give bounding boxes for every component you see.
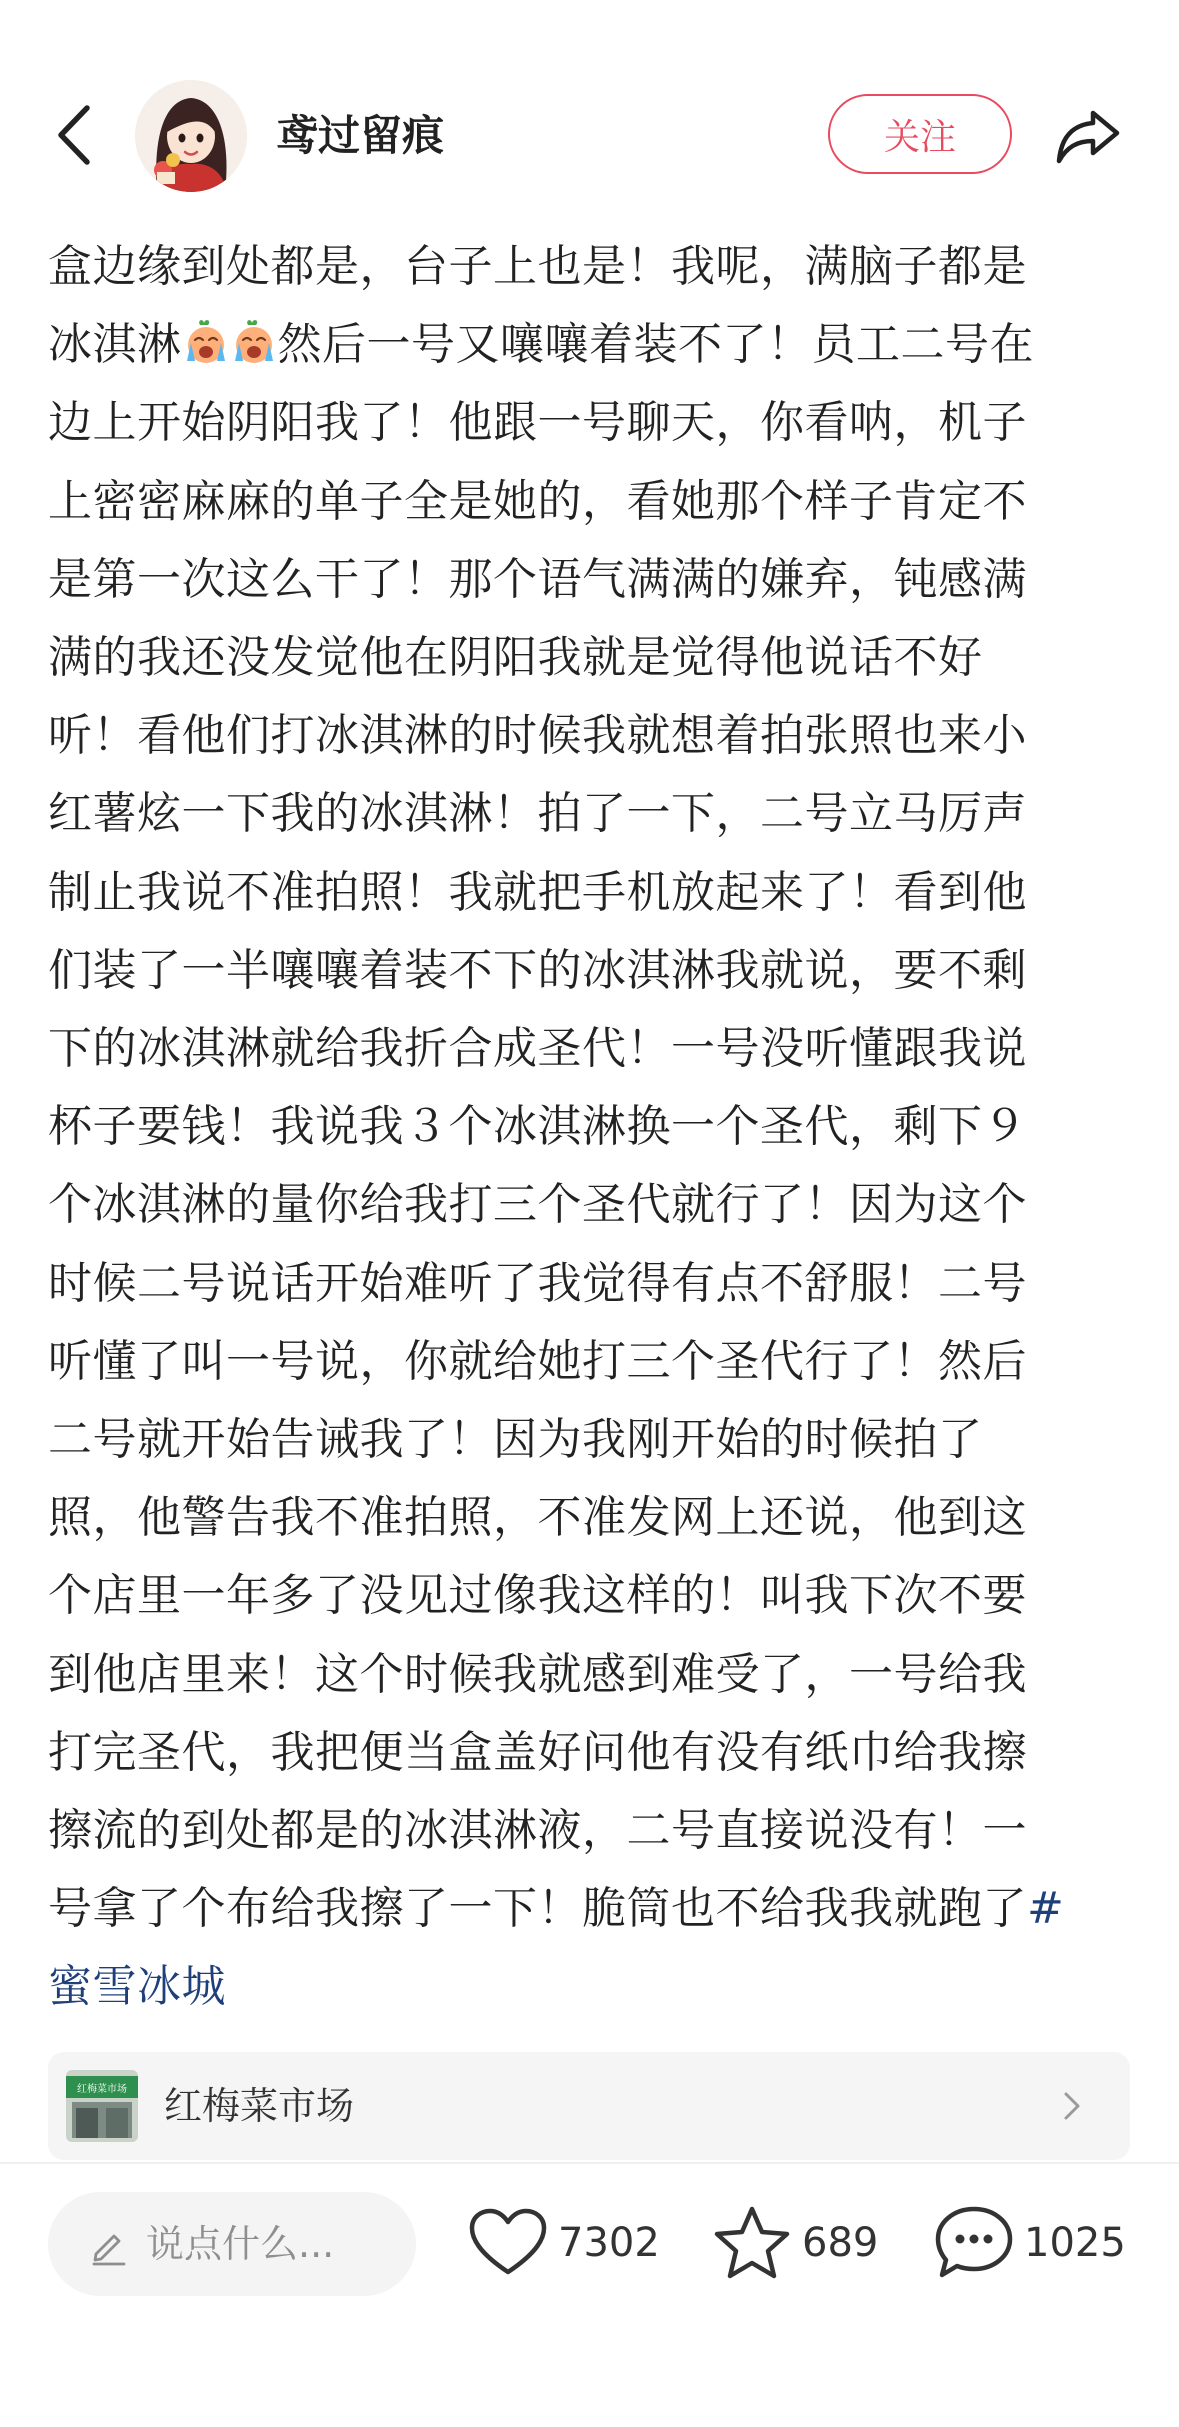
hashtag-topic-link[interactable]: 蜜雪冰城 — [48, 1961, 226, 2013]
crying-face-emoji-icon — [183, 319, 229, 365]
content-line: 下的冰淇淋就给我折合成圣代！一号没听懂跟我说 — [48, 1023, 1027, 1075]
pencil-icon — [88, 2224, 130, 2266]
chevron-right-icon — [1050, 2084, 1094, 2128]
collect-button[interactable] — [712, 2198, 878, 2288]
avatar[interactable] — [135, 80, 247, 192]
content-line: 盒边缘到处都是，台子上也是！我呢，满脑子都是 — [48, 241, 1027, 292]
share-button[interactable] — [1050, 98, 1126, 174]
crying-face-emoji-icon — [231, 319, 277, 365]
like-count: 7302 — [558, 2220, 660, 2266]
content-line-rest: 然后一号又嚷嚷着装不了！员工二号在 — [277, 319, 1034, 371]
content-line: 打完圣代，我把便当盒盖好问他有没有纸巾给我擦 — [48, 1726, 1027, 1778]
content-line: 个冰淇淋的量你给我打三个圣代就行了！因为这个 — [48, 1179, 1027, 1231]
comment-count: 1025 — [1024, 2220, 1126, 2266]
location-thumbnail — [66, 2070, 138, 2142]
content-line: 个店里一年多了没见过像我这样的！叫我下次不要 — [48, 1570, 1027, 1622]
hashtag-mark[interactable]: # — [1027, 1883, 1065, 1935]
content-line — [48, 306, 1138, 384]
location-name: 红梅菜市场 — [164, 2084, 355, 2128]
content-line: 到他店里来！这个时候我就感到难受了，一号给我 — [48, 1648, 1027, 1700]
content-line-text: 号拿了个布给我擦了一下！脆筒也不给我我就跑了 — [48, 1883, 1027, 1935]
note-content — [48, 228, 1138, 2027]
comment-input[interactable] — [48, 2192, 416, 2296]
content-line: 杯子要钱！我说我３个冰淇淋换一个圣代，剩下９ — [48, 1101, 1027, 1153]
content-line: 边上开始阴阳我了！他跟一号聊天，你看呐，机子 — [48, 397, 1027, 449]
content-line: 红薯炫一下我的冰淇淋！拍了一下，二号立马厉声 — [48, 788, 1027, 840]
content-line: 照，他警告我不准拍照，不准发网上还说，他到这 — [48, 1492, 1027, 1544]
content-line: 们装了一半嚷嚷着装不下的冰淇淋我就说，要不剩 — [48, 944, 1027, 996]
back-button[interactable] — [40, 100, 110, 170]
content-line: 二号就开始告诫我了！因为我刚开始的时候拍了 — [48, 1414, 983, 1466]
heart-icon — [468, 2208, 548, 2278]
bottom-divider — [0, 2162, 1179, 2164]
location-card[interactable] — [48, 2052, 1130, 2160]
chevron-left-icon — [55, 104, 95, 166]
content-line: 制止我说不准拍照！我就把手机放起来了！看到他 — [48, 866, 1027, 918]
follow-button[interactable]: 关注 — [828, 94, 1012, 174]
header-bar — [0, 70, 1179, 200]
storefront-sign: 红梅菜市场 — [77, 2084, 127, 2095]
star-icon — [712, 2205, 792, 2281]
storefront-image — [66, 2070, 138, 2142]
content-line: 上密密麻麻的单子全是她的，看她那个样子肯定不 — [48, 475, 1027, 527]
chat-bubble-icon — [934, 2205, 1014, 2281]
content-line: 时候二号说话开始难听了我觉得有点不舒服！二号 — [48, 1257, 1027, 1309]
author-name[interactable]: 鸢过留痕 — [276, 111, 445, 160]
comment-placeholder: 说点什么... — [146, 2222, 335, 2266]
content-line: 满的我还没发觉他在阴阳我就是觉得他说话不好 — [48, 632, 983, 684]
content-line: 是第一次这么干了！那个语气满满的嫌弃，钝感满 — [48, 553, 1027, 605]
content-line: 擦流的到处都是的冰淇淋液，二号直接说没有！一 — [48, 1805, 1027, 1857]
share-arrow-icon — [1055, 107, 1121, 165]
comment-button[interactable] — [934, 2198, 1126, 2288]
like-button[interactable] — [468, 2198, 660, 2288]
collect-count: 689 — [802, 2220, 879, 2266]
content-line — [48, 1870, 1138, 1948]
content-line: 听懂了叫一号说，你就给她打三个圣代行了！然后 — [48, 1335, 1027, 1387]
content-line: 听！看他们打冰淇淋的时候我就想着拍张照也来小 — [48, 710, 1027, 762]
content-line-prefix: 冰淇淋 — [48, 319, 182, 371]
content-line — [48, 1948, 1138, 2026]
avatar-image — [135, 80, 247, 192]
